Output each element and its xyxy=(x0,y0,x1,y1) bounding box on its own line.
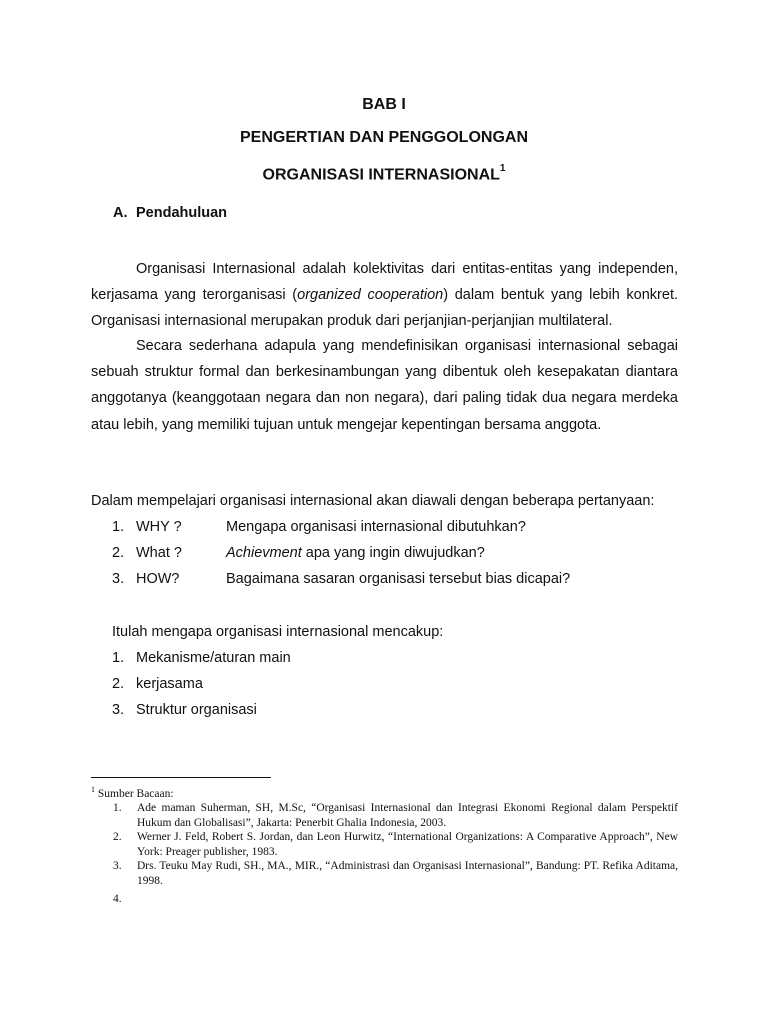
paragraph-2-text: Secara sederhana adapula yang mendefinisikan organisasi internasional sebagai sebuah struktur formal dan berkesinambungan yang dibentuk oleh kesepakatan diantara anggotanya (keanggotaan negara dan non negara), dari paling tidak dua negara merdeka atau lebih, yang memiliki tujuan untuk mengejar kepentingan bersama anggota. xyxy=(91,338,678,433)
paragraph-1-italic-term: organized cooperation xyxy=(297,287,444,304)
cover-number: 2. xyxy=(112,676,125,693)
question-number: 2. xyxy=(112,545,125,562)
list-item xyxy=(112,645,291,671)
question-key: HOW? xyxy=(136,571,180,588)
chapter-title-block xyxy=(0,88,768,191)
paragraph-1-part-1: Organisasi Internasional adalah kolektivitas dari entitas-entitas yang independen, kerjasama yang terorganisasi ( xyxy=(91,261,678,304)
question-text: Bagaimana sasaran organisasi tersebut bias dicapai? xyxy=(226,571,571,588)
footnotes xyxy=(91,783,678,907)
footnote-reference[interactable]: 1 xyxy=(499,163,506,174)
footnote-item xyxy=(113,801,678,830)
footnote-item xyxy=(113,892,678,907)
footnote-item-number: 1. xyxy=(113,802,122,815)
list-item xyxy=(112,514,570,540)
list-item xyxy=(112,566,570,592)
section-title: Pendahuluan xyxy=(136,205,228,221)
footnote-item-number: 3. xyxy=(113,860,122,873)
question-text: Mengapa organisasi internasional dibutuhkan? xyxy=(226,519,526,535)
footnote-item-number: 4. xyxy=(113,893,122,906)
paragraph-1-part-2: ) dalam bentuk yang lebih konkret. Organisasi internasional merupakan produk dari perjanjian-perjanjian multilateral. xyxy=(91,287,679,330)
chapter-number: BAB I xyxy=(362,96,406,113)
section-heading xyxy=(113,205,227,221)
list-item xyxy=(112,671,291,697)
cover-number: 1. xyxy=(112,650,125,666)
footnote-item xyxy=(113,859,678,888)
chapter-title-line-2 xyxy=(0,154,768,191)
footnote-marker: 1 xyxy=(91,785,95,794)
footnote-heading xyxy=(91,783,678,801)
chapter-title-line-1: PENGERTIAN DAN PENGGOLONGAN xyxy=(239,129,528,146)
question-number: 1. xyxy=(112,519,125,535)
question-key: What ? xyxy=(136,545,182,562)
question-text: apa yang ingin diwujudkan? xyxy=(301,545,485,562)
question-italic: Achievment xyxy=(226,545,302,562)
paragraph-1 xyxy=(91,256,678,335)
questions-list xyxy=(112,514,570,593)
footnote-item-text xyxy=(137,892,678,907)
footnote-heading-text: Sumber Bacaan: xyxy=(95,787,174,800)
questions-intro: Dalam mempelajari organisasi internasional akan diawali dengan beberapa pertanyaan: xyxy=(91,493,655,509)
list-item xyxy=(112,540,570,566)
footnote-item xyxy=(113,830,678,859)
question-key: WHY ? xyxy=(136,519,182,535)
cover-text: Mekanisme/aturan main xyxy=(136,650,291,666)
paragraph-2 xyxy=(91,333,678,438)
cover-text: Struktur organisasi xyxy=(136,702,257,719)
cover-number: 3. xyxy=(112,702,125,719)
section-number: A. xyxy=(113,205,128,221)
footnote-item-text: Werner J. Feld, Robert S. Jordan, dan Leon Hurwitz, “International Organizations: A Comparative Approach”, New York: Preager publisher, 1983. xyxy=(137,831,678,858)
covers-intro: Itulah mengapa organisasi internasional mencakup: xyxy=(112,624,444,640)
footnote-item-text: Ade maman Suherman, SH, M.Sc, “Organisasi Internasional dan Integrasi Ekonomi Regional dalam Perspektif Hukum dan Globalisasi”, Jakarta: Penerbit Ghalia Indonesia, 2003. xyxy=(137,802,678,829)
chapter-title-text: ORGANISASI INTERNASIONAL xyxy=(262,166,500,184)
footnote-item-number: 2. xyxy=(113,831,122,844)
covers-list xyxy=(112,645,291,724)
footnote-item-text: Drs. Teuku May Rudi, SH., MA., MIR., “Administrasi dan Organisasi Internasional”, Bandung: PT. Refika Aditama, 1998. xyxy=(137,860,678,887)
question-number: 3. xyxy=(112,571,125,588)
footnote-divider xyxy=(91,777,271,778)
list-item xyxy=(112,697,291,723)
cover-text: kerjasama xyxy=(136,676,203,693)
